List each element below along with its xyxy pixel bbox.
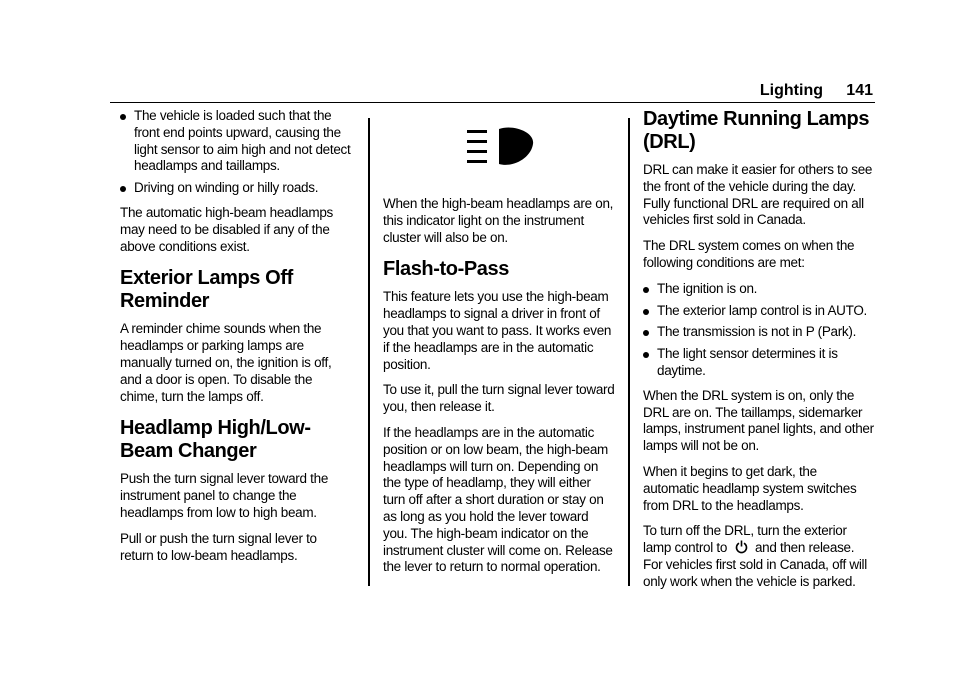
column-1 — [120, 108, 352, 573]
column-3 — [643, 108, 875, 600]
column-divider — [368, 118, 370, 586]
conditions-list — [120, 108, 352, 197]
page-header — [110, 82, 875, 103]
heading-flash-to-pass: Flash-to-Pass — [383, 258, 509, 281]
column-divider — [628, 118, 630, 586]
list-item: The vehicle is loaded such that the front end points upward, causing the light sensor to aim high and not detect headlamps and taillamps. — [120, 108, 352, 175]
section-title: Lighting — [759, 82, 823, 99]
text-fragment: and then release. For vehicles first sold in Canada, off will only work when the vehicle is parked. — [643, 540, 867, 589]
paragraph: DRL can make it easier for others to see the front of the vehicle during the day. Fully functional DRL are required on all vehicles first sold in Canada. — [643, 162, 873, 228]
paragraph: To use it, pull the turn signal lever toward you, then release it. — [383, 382, 615, 415]
power-off-icon — [735, 540, 748, 554]
paragraph: Pull or push the turn signal lever to return to low-beam headlamps. — [120, 530, 317, 563]
list-item: The exterior lamp control is in AUTO. — [643, 303, 875, 320]
paragraph — [643, 523, 875, 590]
list-item: The ignition is on. — [643, 281, 875, 298]
list-item: Driving on winding or hilly roads. — [120, 180, 352, 197]
paragraph: This feature lets you use the high-beam headlamps to signal a driver in front of you that you want to pass. It works even if the headlamps are in the automatic position. — [383, 289, 612, 372]
paragraph: Push the turn signal lever toward the instrument panel to change the headlamps from low to high beam. — [120, 471, 329, 520]
paragraph: The automatic high-beam headlamps may need to be disabled if any of the above conditions exist. — [120, 204, 333, 254]
drl-conditions-list — [643, 281, 875, 380]
high-beam-indicator-icon — [463, 124, 535, 168]
heading-daytime-running-lamps: Daytime Running Lamps (DRL) — [643, 108, 870, 153]
paragraph: When it begins to get dark, the automatic headlamp system switches from DRL to the headlamps. — [643, 463, 857, 513]
column-2 — [383, 108, 615, 585]
paragraph: A reminder chime sounds when the headlamps or parking lamps are manually turned on, the ignition is off, and a door is open. To disable the chime, turn the lamps off. — [120, 321, 332, 404]
list-item: The transmission is not in P (Park). — [643, 324, 875, 341]
heading-headlamp-changer: Headlamp High/Low-Beam Changer — [120, 417, 311, 463]
paragraph: When the high-beam headlamps are on, this indicator light on the instrument cluster will also be on. — [383, 196, 614, 245]
paragraph: If the headlamps are in the automatic position or on low beam, the high-beam headlamps will turn on. Depending on the type of headlamp, they will either turn off after a short duration or stay on as long as you hold the lever toward you. The high-beam indicator on the instrument cluster will come on. Release the lever to return to normal operation. — [383, 424, 613, 575]
list-item: The light sensor determines it is daytime. — [643, 346, 875, 380]
page-number: 141 — [846, 82, 873, 99]
heading-exterior-lamps-off-reminder: Exterior Lamps Off Reminder — [120, 267, 293, 313]
paragraph: The DRL system comes on when the following conditions are met: — [643, 238, 855, 270]
text-fragment: To turn off the DRL, turn the exterior lamp control to — [643, 523, 847, 556]
paragraph: When the DRL system is on, only the DRL are on. The taillamps, sidemarker lamps, instrument panel lights, and other lamps will not be on. — [643, 387, 874, 454]
